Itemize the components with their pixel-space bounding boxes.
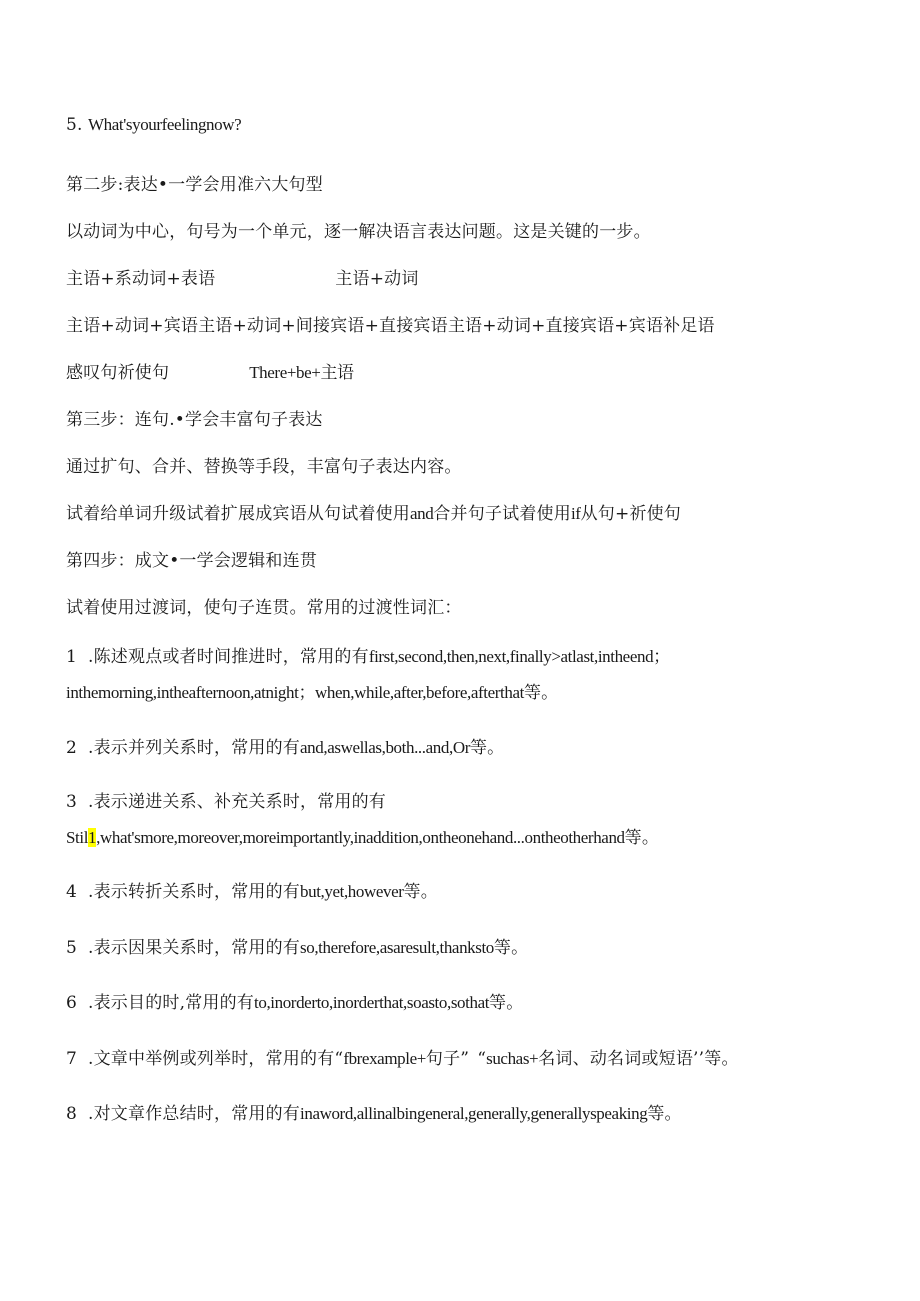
patterns-row-3	[66, 362, 354, 384]
patterns-row-1	[66, 268, 419, 290]
item-tail: 等。	[647, 1104, 682, 1124]
list-item-2	[66, 737, 504, 759]
list-item-3-continued	[66, 827, 659, 849]
question-5	[66, 114, 241, 136]
tips-if: if	[570, 504, 581, 523]
step3-title: 第三步：连句.•学会丰富句子表达	[66, 410, 323, 430]
item-words: so,therefore,asaresult,thanksto	[300, 938, 494, 957]
open-quote-2: “	[477, 1049, 487, 1069]
item-tail: 等。	[403, 882, 438, 902]
item-number: 3	[66, 792, 78, 812]
item-text: .表示目的时,常用的有	[88, 993, 255, 1013]
list-item-7	[66, 1048, 739, 1070]
step4-description: 试着使用过渡词，使句子连贯。常用的过渡性词汇：	[66, 598, 462, 618]
step2-description: 以动词为中心，句号为一个单元，逐一解决语言表达问题。这是关键的一步。	[66, 222, 651, 242]
item-number: 4	[66, 882, 78, 902]
item-words-prefix: Stil	[66, 828, 89, 847]
pattern-subject-verb: 主语+动词	[335, 269, 419, 289]
item-text: .表示转折关系时，常用的有	[88, 882, 301, 902]
item-words-2: suchas+	[486, 1049, 539, 1068]
question-text: What'syourfeelingnow?	[88, 115, 242, 134]
step4-title: 第四步：成文•一学会逻辑和连贯	[66, 551, 318, 571]
open-quote: “	[334, 1049, 344, 1069]
list-item-8	[66, 1103, 682, 1125]
step2-title: 第二步:表达•一学会用准六大句型	[66, 175, 323, 195]
pattern-linking-verb: 主语+系动词+表语	[66, 269, 216, 289]
item-words: ,what'smore,moreover,moreimportantly,inaddition,ontheonehand...ontheotherhand	[96, 828, 625, 847]
item-words: fbrexample+	[343, 1049, 426, 1068]
pattern-there-be: There+be+主语	[249, 363, 354, 382]
tips-part-a: 试着给单词升级试着扩展成宾语从句试着使用	[66, 504, 410, 524]
item-number: 5	[66, 938, 78, 958]
question-number: 5.	[66, 115, 83, 135]
item-words: inthemorning,intheafternoon,atnight；when,while,after,before,afterthat	[66, 683, 524, 702]
item-number: 6	[66, 993, 78, 1013]
item-tail: 等。	[469, 738, 505, 758]
item-number: 2	[66, 738, 78, 758]
tips-part-c: 从句+祈使句	[580, 504, 682, 524]
item-tail: 等。	[489, 993, 524, 1013]
item-text-3: 名词、动名词或短语’’等。	[538, 1049, 739, 1069]
item-tail: 等。	[624, 828, 660, 848]
item-number: 1	[66, 647, 78, 667]
step3-description: 通过扩句、合并、替换等手段，丰富句子表达内容。	[66, 457, 462, 477]
pattern-exclamatory-imperative: 感叹句祈使句	[66, 363, 170, 383]
item-text-2: 句子”	[425, 1049, 470, 1069]
item-words: and,aswellas,both...and,Or	[300, 738, 470, 757]
item-number: 7	[66, 1049, 78, 1069]
highlighted-character: 1	[88, 828, 97, 847]
item-text: .表示递进关系、补充关系时，常用的有	[88, 792, 387, 812]
list-item-5	[66, 937, 528, 959]
item-text: .文章中举例或列举时，常用的有	[88, 1049, 335, 1069]
item-words: to,inorderto,inorderthat,soasto,sothat	[254, 993, 490, 1012]
item-text: .陈述观点或者时间推进时，常用的有	[88, 647, 369, 667]
list-item-1	[66, 646, 670, 668]
item-words: first,second,then,next,finally>atlast,intheend；	[368, 647, 670, 666]
list-item-6	[66, 992, 523, 1014]
item-tail: 等。	[493, 938, 529, 958]
item-words: but,yet,however	[300, 882, 404, 901]
item-text: .表示因果关系时，常用的有	[88, 938, 301, 958]
list-item-3	[66, 791, 386, 813]
item-text: .表示并列关系时，常用的有	[88, 738, 301, 758]
tips-part-b: 合并句子试着使用	[433, 504, 571, 524]
item-text: .对文章作总结时，常用的有	[88, 1104, 301, 1124]
item-number: 8	[66, 1104, 78, 1124]
step3-tips	[66, 503, 681, 525]
list-item-4	[66, 881, 438, 903]
item-tail: 等。	[523, 683, 559, 703]
list-item-1-continued	[66, 682, 558, 704]
tips-and: and	[410, 504, 434, 523]
item-words: inaword,allinalbingeneral,generally,generallyspeaking	[300, 1104, 648, 1123]
patterns-row-2: 主语+动词+宾语主语+动词+间接宾语+直接宾语主语+动词+直接宾语+宾语补足语	[66, 316, 715, 336]
